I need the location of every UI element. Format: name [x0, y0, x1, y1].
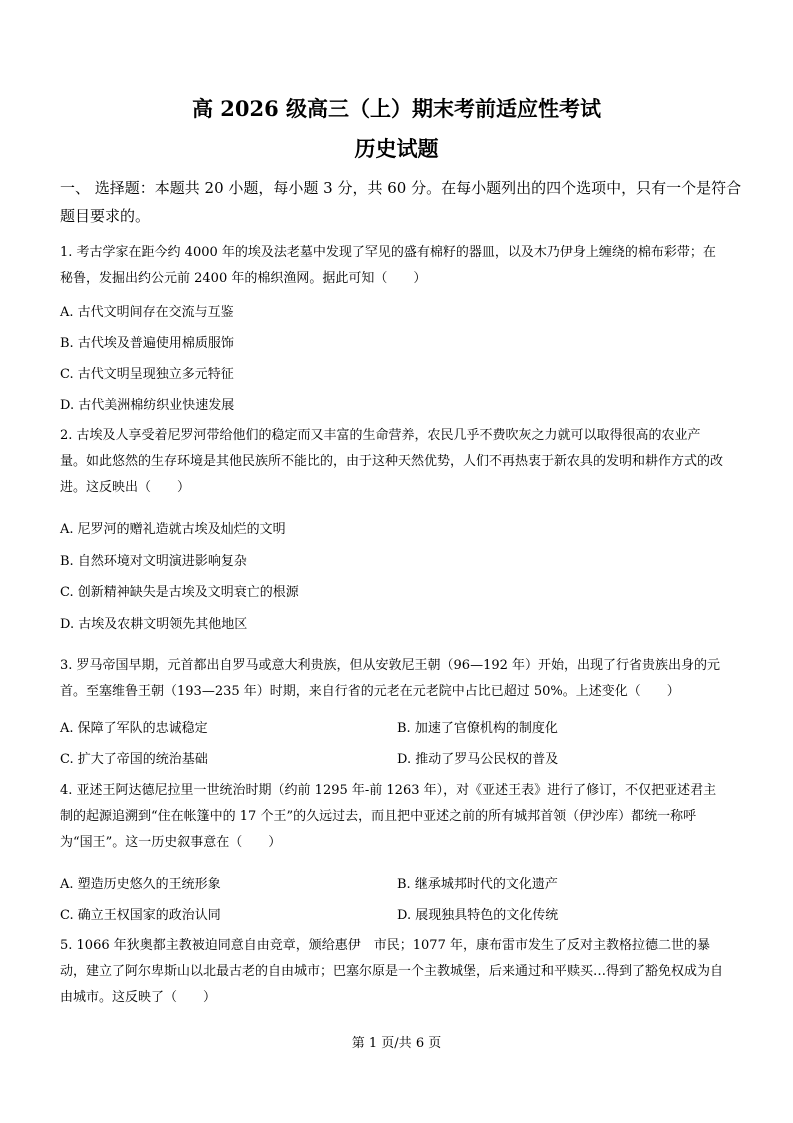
question-1-option-c: C. 古代文明呈现独立多元特征 — [60, 367, 234, 382]
question-3-option-d: D. 推动了罗马公民权的普及 — [397, 752, 559, 767]
page-footer: 第 1 页/共 6 页 — [351, 1036, 442, 1051]
question-2-option-a: A. 尼罗河的赠礼造就古埃及灿烂的文明 — [60, 522, 286, 537]
question-2-stem: 2. 古埃及人享受着尼罗河带给他们的稳定而又丰富的生命营养，农民几乎不费吹灰之力就可以取得很高的农业产量。如此悠然的生存环境是其他民族所不能比的，由于这种天然优势，人们不再热衷于新农具的发明和耕作方式的改进。这反映出（ ） — [60, 428, 724, 495]
question-4-option-a: A. 塑造历史悠久的王统形象 — [60, 877, 221, 892]
question-2-option-b: B. 自然环境对文明演进影响复杂 — [60, 554, 247, 569]
question-3-option-a: A. 保障了军队的忠诚稳定 — [60, 721, 208, 736]
exam-subject: 历史试题 — [354, 136, 439, 161]
question-4-stem: 4. 亚述王阿达德尼拉里一世统治时期（约前 1295 年-前 1263 年），对《亚述王表》进行了修订，不仅把亚述君主制的起源追溯到“住在帐篷中的 17 个王”的久远过去，而且把中亚述之前的所有城邦首领（伊沙库）都统一称呼为“国王”。这一历史叙事意在（ ） — [60, 783, 717, 850]
exam-title: 高 2026 级高三（上）期末考前适应性考试 — [191, 96, 602, 121]
question-1-option-a: A. 古代文明间存在交流与互鉴 — [60, 305, 234, 320]
question-1-stem: 1. 考古学家在距今约 4000 年的埃及法老墓中发现了罕见的盛有棉籽的器皿，以及木乃伊身上缠绕的棉布彩带；在秘鲁，发掘出约公元前 2400 年的棉织渔网。据此可知（ ） — [60, 245, 716, 286]
question-3-option-c: C. 扩大了帝国的统治基础 — [60, 752, 208, 767]
question-4-option-c: C. 确立王权国家的政治认同 — [60, 908, 221, 923]
section-heading: 一、 选择题：本题共 20 小题，每小题 3 分，共 60 分。在每小题列出的四个选项中，只有一个是符合题目要求的。 — [60, 179, 742, 225]
question-1-option-d: D. 古代美洲棉纺织业快速发展 — [60, 398, 235, 413]
question-3-option-b: B. 加速了官僚机构的制度化 — [397, 721, 558, 736]
question-2-option-d: D. 古埃及农耕文明领先其他地区 — [60, 617, 248, 632]
question-2-option-c: C. 创新精神缺失是古埃及文明衰亡的根源 — [60, 585, 299, 600]
question-3-stem: 3. 罗马帝国早期，元首都出自罗马或意大利贵族，但从安敦尼王朝（96—192 年）开始，出现了行省贵族出身的元首。至塞维鲁王朝（193—235 年）时期，来自行省的元老在元老院中占比已超过 50%。上述变化（ ） — [60, 658, 721, 699]
question-5-stem: 5. 1066 年狄奥都主教被迫同意自由竞章，颁给惠伊 市民；1077 年，康布雷市发生了反对主教格拉德二世的暴动，建立了阿尔卑斯山以北最古老的自由城市；巴塞尔原是一个主教城堡，后来通过和平赎买…得到了豁免权成为自由城市。这反映了（ ） — [60, 938, 724, 1005]
question-4-option-b: B. 继承城邦时代的文化遗产 — [397, 877, 558, 892]
question-4-option-d: D. 展现独具特色的文化传统 — [397, 908, 559, 923]
question-1-option-b: B. 古代埃及普遍使用棉质服饰 — [60, 336, 234, 351]
